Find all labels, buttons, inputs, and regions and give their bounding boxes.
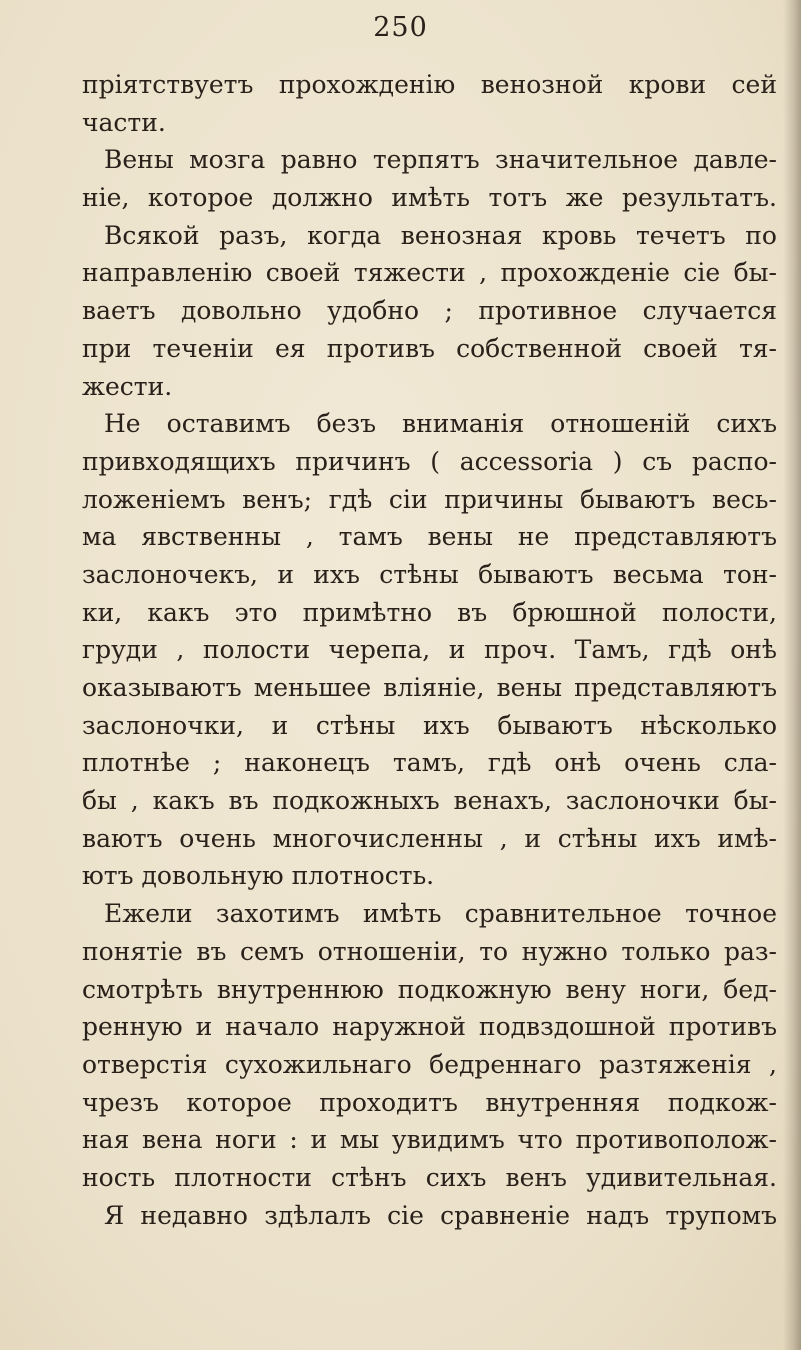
text-line: жести. (82, 371, 173, 401)
text-line: при теченіи ея противъ собственной своей тя- (82, 333, 777, 363)
page-number: 250 (373, 12, 428, 43)
text-line: Я недавно здѣлалъ сіе сравненіе надъ трупомъ (104, 1200, 777, 1230)
text-line: заслоночекъ, и ихъ стѣны бываютъ весьма тон- (82, 559, 777, 589)
text-line: ная вена ноги : и мы увидимъ что противополож- (82, 1125, 777, 1155)
text-line: Не оставимъ безъ вниманія отношеній сихъ (104, 409, 777, 439)
text-line: плотнѣе ; наконецъ тамъ, гдѣ онѣ очень сла- (82, 748, 777, 778)
text-line: Вены мозга равно терпятъ значительное давле- (104, 145, 777, 175)
text-line: привходящихъ причинъ ( accessoria ) съ распо- (82, 446, 777, 476)
text-line: ніе, которое должно имѣть тотъ же результатъ. (82, 183, 777, 213)
text-line: направленію своей тяжести , прохожденіе сіе бы- (82, 258, 777, 288)
text-line: чрезъ которое проходитъ внутренняя подкож- (82, 1087, 777, 1117)
text-line: Ежели захотимъ имѣть сравнительное точное (104, 899, 777, 929)
text-line: ренную и начало наружной подвздошной противъ (82, 1012, 777, 1042)
text-line: смотрѣть внутреннюю подкожную вену ноги, бед- (82, 974, 777, 1004)
text-line: ютъ довольную плотность. (82, 861, 435, 891)
body-text (82, 66, 777, 1234)
text-line: ваетъ довольно удобно ; противное случается (82, 296, 777, 326)
text-line: ложеніемъ венъ; гдѣ сіи причины бываютъ весь- (82, 484, 777, 514)
text-line: ваютъ очень многочисленны , и стѣны ихъ имѣ- (82, 823, 777, 853)
text-line: бы , какъ въ подкожныхъ венахъ, заслоночки бы- (82, 786, 777, 816)
text-line: ки, какъ это примѣтно въ брюшной полости, (82, 597, 777, 627)
text-line: части. (82, 107, 166, 137)
text-line: отверстія сухожильнаго бедреннаго разтяженія , (82, 1049, 777, 1079)
text-line: оказываютъ меньшее вліяніе, вены представляютъ (82, 673, 777, 702)
text-line: груди , полости черепа, и проч. Тамъ, гдѣ онѣ (82, 635, 777, 665)
text-line: ность плотности стѣнъ сихъ венъ удивительная. (82, 1162, 777, 1192)
page-edge-shadow (783, 0, 801, 1350)
text-line: понятіе въ семъ отношеніи, то нужно только раз- (82, 936, 777, 966)
text-line: заслоночки, и стѣны ихъ бываютъ нѣсколько (82, 710, 777, 740)
text-line: Всякой разъ, когда венозная кровь течетъ по (104, 220, 777, 250)
text-line: ма явственны , тамъ вены не представляютъ (82, 522, 777, 552)
text-line: пріятствуетъ прохожденію венозной крови сей (82, 70, 777, 99)
